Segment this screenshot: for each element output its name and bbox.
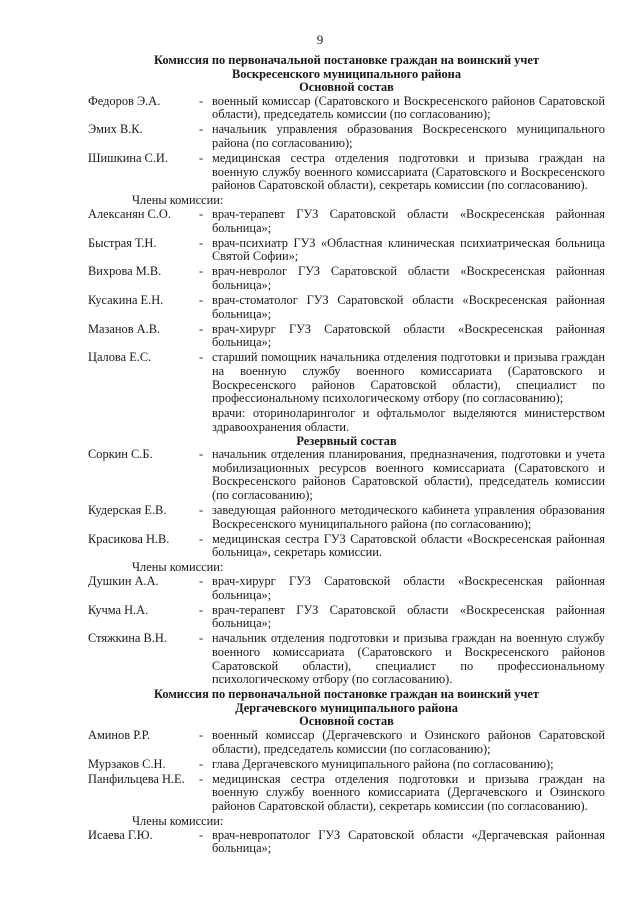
dash: - [199, 93, 204, 108]
member-entry [88, 123, 605, 150]
member-name: Соркин С.Б. [88, 447, 153, 462]
member-name: Панфильцева Н.Е. [88, 771, 185, 786]
dash: - [199, 602, 204, 617]
section-title-line: Комиссия по первоначальной постановке граждан на воинский учет [154, 687, 539, 702]
dash: - [199, 573, 204, 588]
member-entry [88, 448, 605, 502]
member-entry [88, 237, 605, 264]
members-label: Члены комиссии: [132, 560, 224, 575]
member-role: врач-терапевт ГУЗ Саратовской области «Воскресенская районная больница»; [212, 602, 605, 631]
dash: - [199, 151, 204, 166]
member-role: глава Дергачевского муниципального района (по согласованию); [212, 756, 554, 771]
main-composition-label: Основной состав [299, 80, 394, 95]
members-label: Члены комиссии: [132, 814, 224, 829]
member-role: врач-стоматолог ГУЗ Саратовской области «Воскресенская районная больница»; [212, 293, 605, 321]
dash: - [199, 350, 204, 365]
member-entry [88, 604, 605, 631]
member-name: Аминов Р.Р. [88, 728, 151, 742]
dash: - [199, 756, 204, 771]
member-entry [88, 208, 605, 235]
main-composition-label: Основной состав [299, 714, 394, 729]
dash: - [199, 447, 204, 462]
member-name: Душкин А.А. [88, 573, 159, 588]
member-role: военный комиссар (Саратовского и Воскресенского районов Саратовской области), председатель комиссии (по согласованию); [212, 93, 605, 122]
member-role: врач-невропатолог ГУЗ Саратовской области «Дергачевская районная больница»; [212, 827, 605, 856]
member-role: врач-психиатр ГУЗ «Областная клиническая психиатрическая больница Святой Софии»; [212, 235, 605, 264]
member-role: старший помощник начальника отделения подготовки и призыва граждан на военную службу военного комиссариата (Саратовского и Воскресенского районов Саратовской области), специалист по профессиональному психологическому отбору (по согласованию); [212, 350, 605, 406]
dash: - [199, 122, 204, 137]
dash: - [199, 293, 204, 308]
main-list [88, 95, 605, 193]
main-list [88, 729, 605, 814]
member-name: Мазанов А.В. [88, 321, 161, 336]
page-number: 9 [316, 32, 324, 47]
member-entry [88, 575, 605, 602]
section-title-line: Дергачевского муниципального района [235, 700, 458, 715]
member-entry [88, 265, 605, 292]
members-list [88, 829, 605, 856]
document-body [88, 54, 605, 857]
member-name: Стяжкина В.Н. [88, 631, 167, 646]
reserve-members-list [88, 575, 605, 687]
members-list [88, 208, 605, 406]
member-name: Цалова Е.С. [88, 350, 152, 365]
member-entry [88, 632, 605, 686]
member-name: Вихрова М.В. [88, 264, 162, 279]
member-role: врач-хирург ГУЗ Саратовской области «Воскресенская районная больница»; [212, 573, 605, 602]
member-role: начальник отделения подготовки и призыва граждан на военную службу военного комиссариата (Саратовского и Воскресенского районов Саратовской области), специалист по профессиональному психологическому отбору (по согласованию). [212, 631, 605, 687]
member-role: медицинская сестра отделения подготовки и призыва граждан на военную службу военного комиссариата (Дергачевского и Озинского районов Саратовской области), секретарь комиссии (по согласованию). [212, 771, 605, 813]
dash: - [199, 827, 204, 842]
dash: - [199, 728, 204, 742]
member-entry [88, 829, 605, 856]
member-name: Кучма Н.А. [88, 602, 149, 617]
dash: - [199, 264, 204, 279]
dash: - [199, 207, 204, 222]
member-role: врач-невролог ГУЗ Саратовской области «Воскресенская районная больница»; [212, 264, 605, 292]
member-name: Исаева Г.Ю. [88, 827, 153, 842]
member-name: Мурзаков С.Н. [88, 756, 166, 771]
member-name: Эмих В.К. [88, 122, 143, 137]
dash: - [199, 631, 204, 646]
member-entry [88, 294, 605, 321]
member-name: Красикова Н.В. [88, 531, 170, 546]
section-title-line: Комиссия по первоначальной постановке граждан на воинский учет [154, 53, 539, 67]
commission-section [88, 54, 605, 687]
member-entry [88, 504, 605, 531]
member-entry [88, 533, 605, 560]
member-entry [88, 323, 605, 350]
member-entry [88, 729, 605, 756]
member-role: врач-терапевт ГУЗ Саратовской области «Воскресенская районная больница»; [212, 207, 605, 235]
dash: - [199, 321, 204, 336]
member-role: медицинская сестра ГУЗ Саратовской области «Воскресенская районная больница», секретарь комиссии. [212, 531, 605, 560]
reserve-list [88, 448, 605, 560]
member-name: Кудерская Е.В. [88, 503, 167, 517]
member-entry [88, 773, 605, 814]
member-role: военный комиссар (Дергачевского и Озинского районов Саратовской области), председатель комиссии (по согласованию); [212, 728, 605, 756]
section-title-line: Воскресенского муниципального района [231, 66, 462, 81]
member-entry [88, 351, 605, 405]
member-name: Алексанян С.О. [88, 207, 171, 222]
member-role: врач-хирург ГУЗ Саратовской области «Воскресенская районная больница»; [212, 321, 605, 350]
reserve-composition-label: Резервный состав [296, 433, 397, 448]
members-label: Члены комиссии: [132, 193, 224, 208]
member-name: Шишкина С.И. [88, 151, 168, 166]
member-entry [88, 95, 605, 122]
member-name: Быстрая Т.Н. [88, 235, 157, 250]
member-entry [88, 152, 605, 193]
member-role: заведующая районного методического кабинета управления образования Воскресенского муниципального района (по согласованию); [212, 503, 605, 531]
dash: - [199, 503, 204, 517]
member-name: Кусакина Е.Н. [88, 293, 164, 308]
dash: - [199, 235, 204, 250]
member-role: начальник управления образования Воскресенского муниципального района (по согласованию); [212, 122, 605, 151]
dash: - [199, 531, 204, 546]
member-entry [88, 758, 605, 772]
dash: - [199, 771, 204, 786]
member-name: Федоров Э.А. [88, 93, 161, 108]
commission-section [88, 688, 605, 856]
member-role: медицинская сестра отделения подготовки и призыва граждан на военную службу военного комиссариата (Саратовского и Воскресенского районов Саратовской области), секретарь комиссии (по согласованию). [212, 151, 605, 193]
doctors-note: врачи: оториноларинголог и офтальмолог выделяются министерством здравоохранения области. [212, 406, 605, 434]
member-role: начальник отделения планирования, предназначения, подготовки и учета мобилизационных ресурсов военного комиссариата (Саратовского и Воскресенского районов Саратовской области), председатель комиссии (по согласованию); [212, 447, 605, 502]
